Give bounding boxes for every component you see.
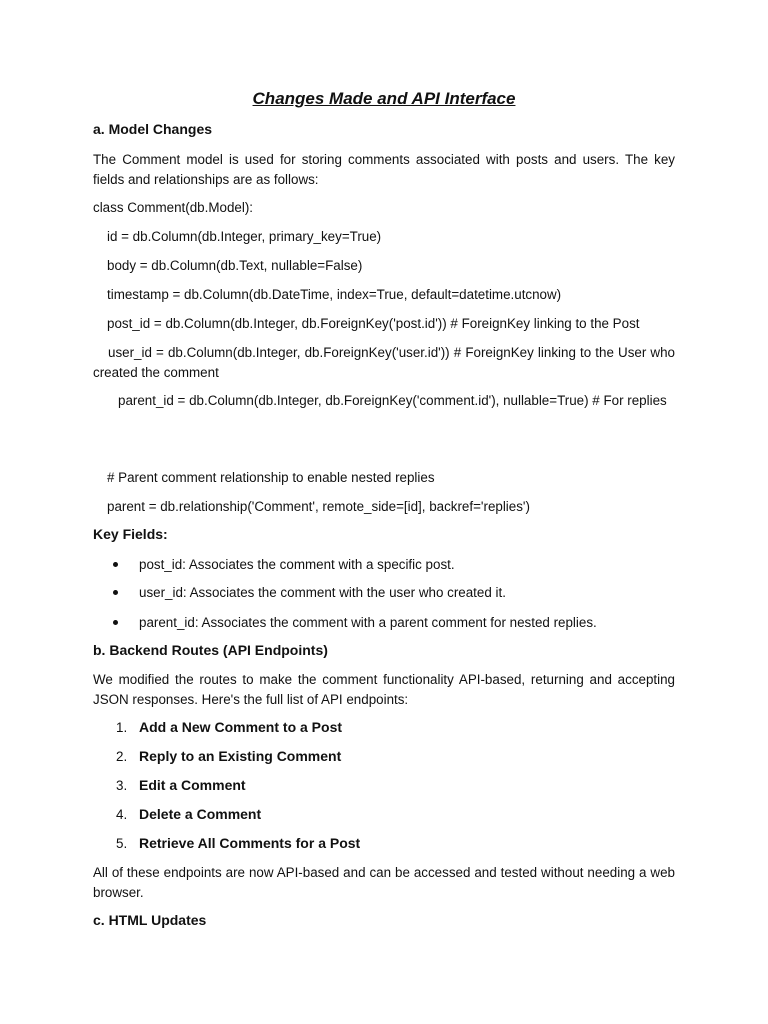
code-class-line: class Comment(db.Model): [93,200,253,215]
list-item-text: post_id: Associates the comment with a specific post. [139,557,455,572]
section-a-intro: The Comment model is used for storing comments associated with posts and users. The key fields and relationships are as follows: [93,152,675,187]
section-b-outro: All of these endpoints are now API-based and can be accessed and tested without needing a web browser. [93,865,675,900]
section-b-heading: b. Backend Routes (API Endpoints) [93,642,328,658]
code-body-line: body = db.Column(db.Text, nullable=False) [107,258,363,273]
code-post-id-line: post_id = db.Column(db.Integer, db.ForeignKey('post.id')) # ForeignKey linking to the Post [107,316,640,331]
list-item-text: user_id: Associates the comment with the user who created it. [139,585,506,600]
code-id-line: id = db.Column(db.Integer, primary_key=True) [107,229,382,244]
list-number: 1. [116,720,128,735]
endpoint-label: Delete a Comment [139,806,262,822]
bullet-icon [113,620,118,625]
endpoint-label: Add a New Comment to a Post [139,719,343,735]
code-parent-relationship-line: parent = db.relationship('Comment', remote_side=[id], backref='replies') [107,499,530,514]
bullet-icon [113,590,118,595]
endpoint-label: Edit a Comment [139,777,246,793]
section-a-heading: a. Model Changes [93,121,213,137]
code-user-id-line: user_id = db.Column(db.Integer, db.ForeignKey('user.id')) # ForeignKey linking to the User who created the comment [93,345,675,380]
list-number: 2. [116,749,128,764]
endpoint-label: Reply to an Existing Comment [139,748,342,764]
list-number: 5. [116,836,128,851]
list-item-text: parent_id: Associates the comment with a parent comment for nested replies. [139,615,597,630]
code-timestamp-line: timestamp = db.Column(db.DateTime, index=True, default=datetime.utcnow) [107,287,562,302]
code-parent-comment-note: # Parent comment relationship to enable nested replies [107,470,435,485]
list-number: 3. [116,778,128,793]
key-fields-heading: Key Fields: [93,526,168,542]
code-parent-id-line: parent_id = db.Column(db.Integer, db.ForeignKey('comment.id'), nullable=True) # For replies [118,393,667,408]
document-title: Changes Made and API Interface [252,89,516,108]
section-b-intro: We modified the routes to make the comment functionality API-based, returning and accepting JSON responses. Here's the full list of API endpoints: [93,672,675,707]
bullet-icon [113,562,118,567]
list-number: 4. [116,807,128,822]
endpoint-label: Retrieve All Comments for a Post [139,835,361,851]
section-c-heading: c. HTML Updates [93,912,207,928]
